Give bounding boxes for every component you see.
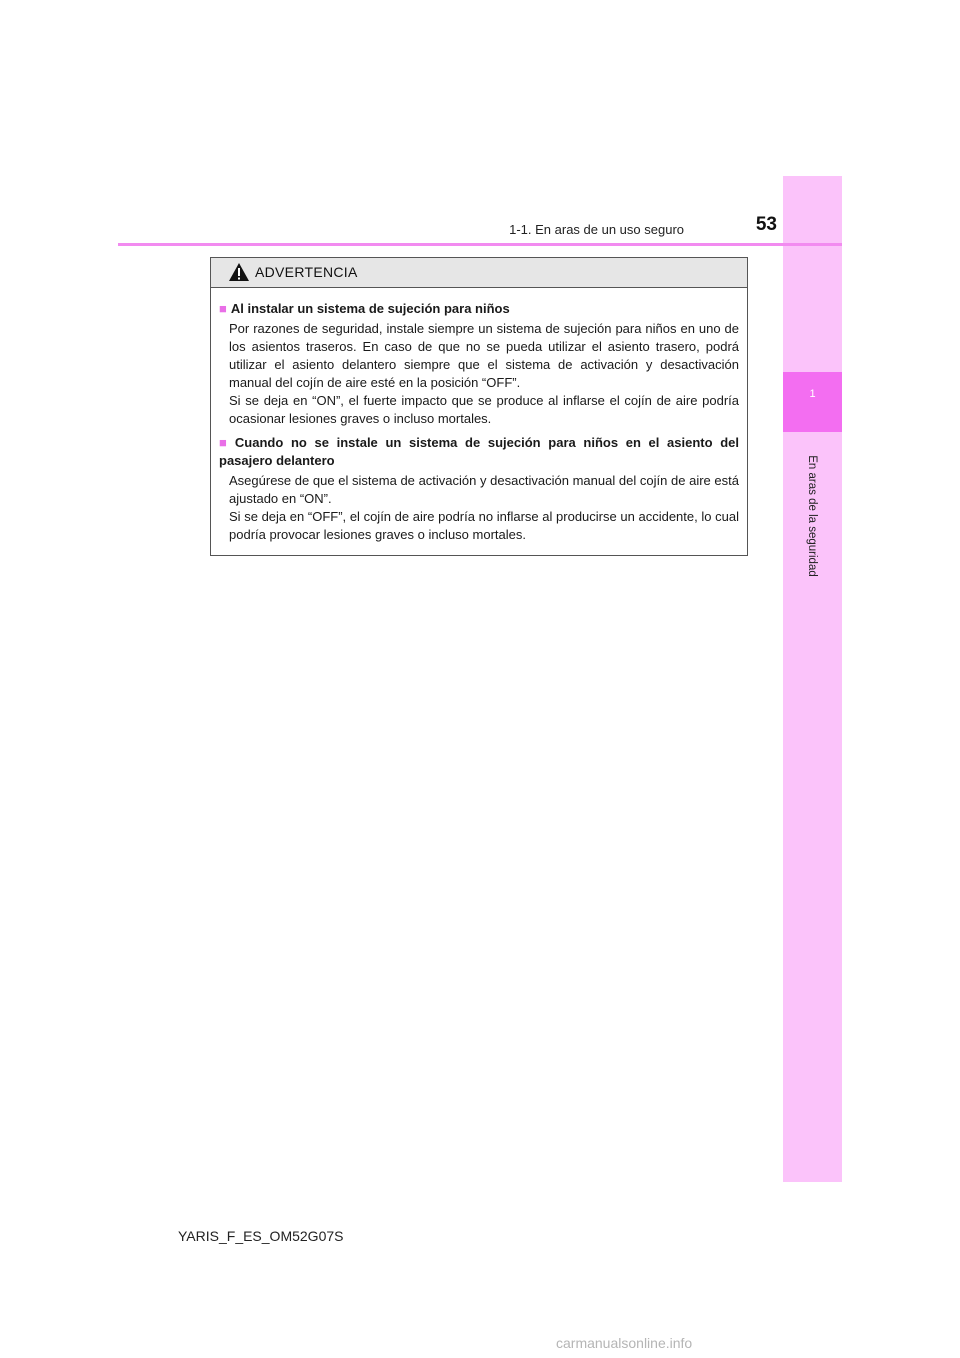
section-1-paragraph-1: Por razones de seguridad, instale siempre un sistema de sujeción para niños en uno de los asientos traseros. En caso de que no se pueda utilizar el asiento trasero, podrá utilizar el asiento delantero siempre que el sistema de activación y desactivación manual del cojín de aire esté en la posición “OFF”.	[229, 321, 739, 390]
page-number: 53	[755, 214, 777, 235]
section-1-paragraph-2: Si se deja en “ON”, el fuerte impacto que se produce al inflarse el cojín de aire podría ocasionar lesiones graves o incluso mortales.	[229, 393, 739, 426]
chapter-label: En aras de la seguridad	[806, 455, 818, 577]
square-bullet-icon: ■	[219, 435, 231, 450]
warning-header	[211, 258, 747, 288]
warning-title: ADVERTENCIA	[255, 264, 358, 280]
chapter-active-marker	[783, 372, 842, 432]
section-2-paragraph-2: Si se deja en “OFF”, el cojín de aire podría no inflarse al producirse un accidente, lo cual podría provocar lesiones graves o incluso mortales.	[229, 509, 739, 542]
document-code: YARIS_F_ES_OM52G07S	[178, 1228, 344, 1244]
watermark: carmanualsonline.info	[556, 1335, 693, 1351]
chapter-number: 1	[809, 388, 816, 400]
warning-body	[211, 288, 747, 544]
section-heading-1: ■ Al instalar un sistema de sujeción para niños	[219, 301, 510, 316]
section-heading-2: ■ Cuando no se instale un sistema de sujeción para niños en el asiento del pasajero delantero	[219, 435, 739, 468]
warning-triangle-icon	[228, 262, 250, 282]
chapter-side-tab	[783, 176, 842, 1182]
warning-box	[210, 257, 748, 556]
section-2-paragraph-1: Asegúrese de que el sistema de activación y desactivación manual del cojín de aire está ajustado en “ON”.	[229, 473, 739, 506]
header-rule	[118, 243, 842, 246]
header-section-title: 1-1. En aras de un uso seguro	[509, 222, 684, 237]
square-bullet-icon: ■	[219, 301, 227, 316]
